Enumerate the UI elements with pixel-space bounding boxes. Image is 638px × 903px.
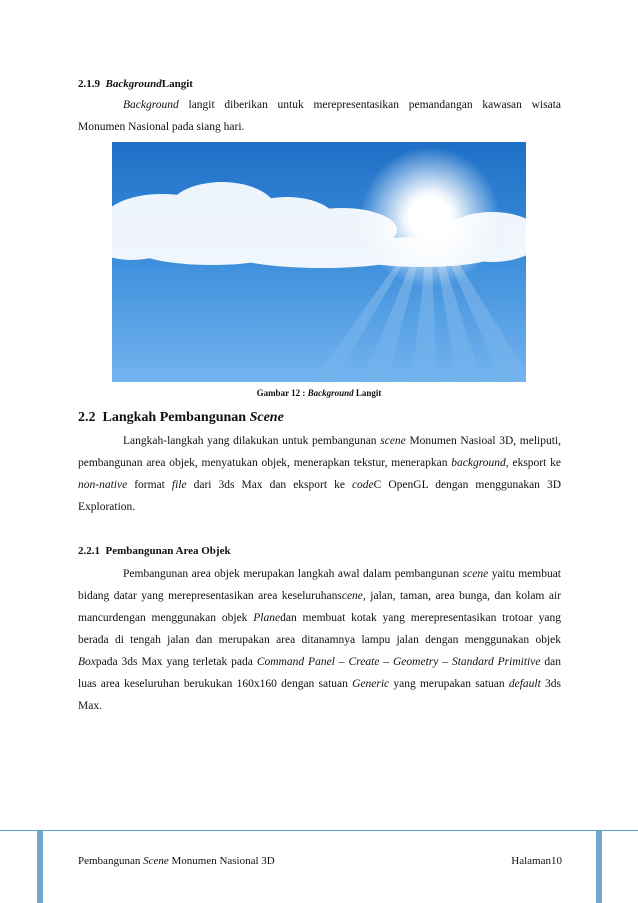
footer-left-bar bbox=[37, 831, 43, 903]
paragraph-langkah: Langkah-langkah yang dilakukan untuk pembangunan scene Monumen Nasioal 3D, meliputi, pembangunan area objek, menyatukan objek, menerapkan tekstur, menerapkan background, eksport ke non-native format file dari 3ds Max dan eksport ke codeC OpenGL dengan menggunakan 3D Exploration. bbox=[78, 435, 561, 513]
footer-title: Pembangunan Scene Monumen Nasional 3D bbox=[78, 855, 275, 867]
footer-right-bar bbox=[596, 831, 602, 903]
footer-divider bbox=[0, 830, 638, 831]
page-number: Halaman10 bbox=[511, 855, 562, 867]
section-heading-2-2-1: 2.2.1 Pembangunan Area Objek bbox=[78, 545, 231, 557]
section-heading-2-2: 2.2 Langkah Pembangunan Scene bbox=[78, 410, 284, 425]
paragraph-area-objek: Pembangunan area objek merupakan langkah awal dalam pembangunan scene yaitu membuat bidang datar yang merepresentasikan area keseluruhanscene, jalan, taman, area bunga, dan kolam air mancurdengan menggunakan objek Planedan membuat kotak yang merepresentasikan trotoar yang berada di tengah jalan dan merupakan area ditanamnya lampu jalan dengan menggunakan objek Boxpada 3ds Max yang terletak pada Command Panel – Create – Geometry – Standard Primitive dan luas area keseluruhan berukukan 160x160 dengan satuan Generic yang merupakan satuan default 3ds Max. bbox=[78, 568, 561, 712]
sky-background-image bbox=[112, 142, 526, 382]
paragraph-background: Background langit diberikan untuk merepresentasikan pemandangan kawasan wisata Monumen Nasional pada siang hari. bbox=[78, 99, 561, 133]
figure-caption: Gambar 12 : Background Langit bbox=[256, 388, 382, 398]
section-heading-2-1-9: 2.1.9 BackgroundLangit bbox=[78, 78, 193, 90]
